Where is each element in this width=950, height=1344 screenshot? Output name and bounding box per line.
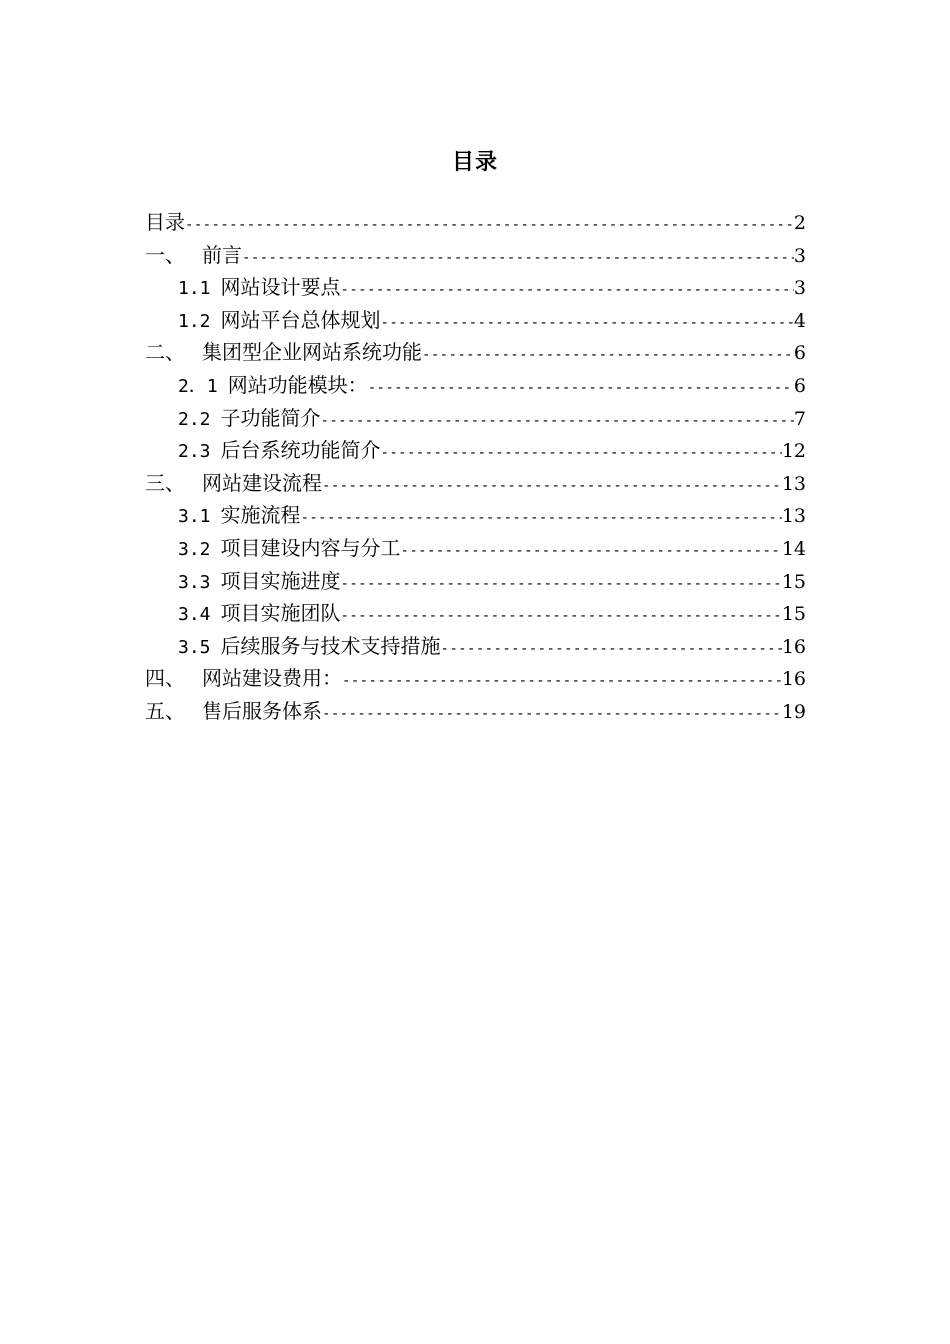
toc-page-number: 6 (793, 342, 806, 365)
toc-entry-label: 集团型企业网站系统功能 (202, 340, 422, 365)
toc-page-number: 7 (793, 407, 806, 430)
toc-page-number: 6 (793, 374, 806, 397)
toc-entry-label: 实施流程 (220, 503, 301, 528)
toc-page-number: 15 (781, 603, 806, 626)
toc-entry-label: 项目实施团队 (220, 601, 341, 626)
toc-entry[interactable] (145, 369, 806, 402)
toc-page-number: 15 (781, 570, 806, 593)
toc-entry-label: 网站功能模块： (227, 372, 368, 397)
toc-page-number: 14 (781, 537, 806, 560)
toc-entry-label: 售后服务体系 (202, 698, 322, 723)
toc-entry[interactable] (145, 467, 806, 500)
toc-dot-leader (321, 405, 794, 438)
toc-dot-leader (322, 698, 782, 731)
toc-entry-label: 网站建设费用： (202, 666, 342, 691)
toc-entry-number: 2.2 (178, 408, 211, 430)
toc-dot-leader (381, 307, 794, 340)
toc-dot-leader (441, 633, 782, 666)
toc-entry-label: 前言 (202, 242, 242, 267)
toc-entry-number: 一、 (145, 242, 185, 267)
toc-entry[interactable] (145, 434, 806, 467)
toc-dot-leader (381, 437, 782, 470)
toc-entry[interactable] (145, 402, 806, 435)
toc-entry-label: 后续服务与技术支持措施 (220, 633, 441, 658)
toc-dot-leader (342, 665, 782, 698)
toc-page-number: 16 (781, 668, 806, 691)
toc-dot-leader (401, 535, 782, 568)
toc-entry-label: 后台系统功能简介 (220, 438, 381, 463)
toc-page-number: 13 (781, 472, 806, 495)
toc-entry[interactable] (145, 695, 806, 728)
toc-entry-label: 子功能简介 (220, 405, 321, 430)
toc-dot-leader (368, 372, 794, 405)
toc-page-number: 3 (793, 244, 806, 267)
toc-page-number: 2 (793, 212, 806, 234)
toc-dot-leader (185, 209, 794, 242)
toc-dot-leader (422, 339, 794, 372)
toc-entry-number: 3.4 (178, 604, 211, 626)
toc-page-number: 3 (793, 277, 806, 300)
toc-entry[interactable] (145, 532, 806, 565)
toc-entry-label: 项目建设内容与分工 (220, 535, 401, 560)
toc-page-number: 13 (781, 505, 806, 528)
toc-page-number: 12 (781, 440, 806, 463)
toc-entry[interactable] (145, 239, 806, 272)
toc-page-number: 19 (781, 700, 806, 723)
toc-entry[interactable] (145, 304, 806, 337)
toc-entry-label: 网站设计要点 (220, 275, 341, 300)
toc-entry[interactable] (145, 206, 806, 239)
toc-entry[interactable] (145, 630, 806, 663)
toc-entry-number: 2.3 (178, 441, 211, 463)
toc-entry-number: 3.3 (178, 571, 211, 593)
page-title: 目录 (451, 150, 498, 175)
toc-entry-number: 四、 (145, 666, 185, 691)
toc-entry[interactable] (145, 597, 806, 630)
toc-entry[interactable] (145, 271, 806, 304)
toc-page-number: 4 (793, 309, 806, 332)
toc-entry[interactable] (145, 499, 806, 532)
toc-dot-leader (341, 600, 782, 633)
toc-entry-number: 3.2 (178, 538, 211, 560)
table-of-contents (145, 206, 806, 728)
toc-entry-number: 3.1 (178, 506, 211, 528)
toc-entry-number: 1.2 (178, 310, 211, 332)
toc-entry-number: 2．1 (178, 375, 218, 397)
toc-entry-label: 目录 (145, 210, 185, 234)
toc-entry-label: 项目实施进度 (220, 568, 341, 593)
toc-entry-number: 五、 (145, 698, 185, 723)
toc-dot-leader (242, 242, 794, 275)
toc-entry-number: 二、 (145, 340, 185, 365)
toc-entry-number: 三、 (145, 470, 185, 495)
toc-dot-leader (341, 274, 794, 307)
toc-entry[interactable] (145, 565, 806, 598)
toc-entry[interactable] (145, 336, 806, 369)
toc-page-number: 16 (781, 635, 806, 658)
toc-dot-leader (301, 502, 782, 535)
toc-dot-leader (322, 470, 782, 503)
toc-entry-label: 网站建设流程 (202, 470, 322, 495)
toc-dot-leader (341, 568, 782, 601)
toc-entry-number: 3.5 (178, 636, 211, 658)
toc-entry-number: 1.1 (178, 278, 211, 300)
toc-entry[interactable] (145, 662, 806, 695)
toc-entry-label: 网站平台总体规划 (220, 307, 381, 332)
